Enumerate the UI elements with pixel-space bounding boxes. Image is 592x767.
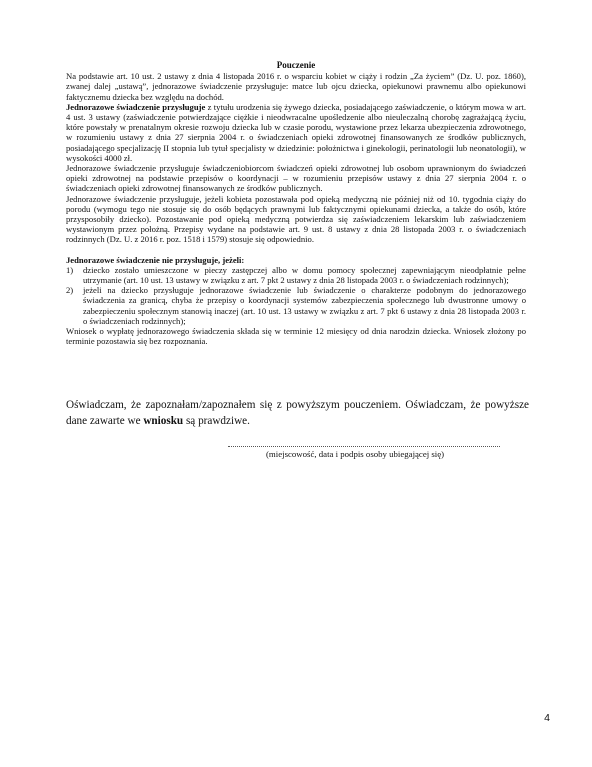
list-item-text: dziecko zostało umieszczone w pieczy zastępczej albo w domu pomocy społecznej zapewniającym nieodpłatnie pełne utrzymanie (art. 10 ust. 13 ustawy w związku z art. 7 pkt 2 ustawy z dnia 28 listopada 2003 r. o świadczeniach rodzinnych); bbox=[83, 264, 526, 286]
intro-paragraph: Na podstawie art. 10 ust. 2 ustawy z dnia 4 listopada 2016 r. o wsparciu kobiet w ciąży i rodzin „Za życiem” (Dz. U. poz. 1860), zwanej dalej „ustawą”, jednorazowe świadczenie przysługuje: matce lub ojcu dziecka, opiekunowi prawnemu albo opiekunowi faktycznemu dziecka bez względu na dochód. bbox=[66, 71, 526, 102]
list-item bbox=[66, 265, 526, 285]
list-item-text: jeżeli na dziecko przysługuje jednorazowe świadczenie lub świadczenie o charakterze podobnym do jednorazowego świadczenia za granicą, chyba że przepisy o koordynacji systemów zabezpieczenia społecznego lub dwustronne umowy o zabezpieczeniu społecznym stanowią inaczej (art. 10 ust. 13 ustawy w związku z art. 7 pkt 6 ustawy z dnia 28 listopada 2003 r. o świadczeniach rodzinnych); bbox=[83, 285, 526, 326]
instructions-section bbox=[66, 60, 526, 346]
declaration-statement bbox=[66, 397, 529, 429]
declaration-text-a: Oświadczam, że zapoznałam/zapoznałem się z powyższym pouczeniem. Oświadczam, że powyższe dane zawarte we bbox=[66, 399, 529, 427]
signature-label: (miejscowość, data i podpis osoby ubiegającej się) bbox=[266, 449, 445, 459]
deadline-paragraph: Wniosek o wypłatę jednorazowego świadczenia składa się w terminie 12 miesięcy od dnia narodzin dziecka. Wniosek złożony po terminie pozostawia się bez rozpoznania. bbox=[66, 326, 526, 347]
spacer bbox=[66, 245, 526, 255]
declaration-emphasis: wniosku bbox=[143, 415, 184, 427]
list-item-number: 2) bbox=[66, 285, 74, 296]
list-item bbox=[66, 285, 526, 326]
signature-line bbox=[228, 438, 500, 447]
eligibility-text: z tytułu urodzenia się żywego dziecka, posiadającego zaświadczenie, o którym mowa w art. 4 ust. 3 ustawy (zaświadczenie potwierdzające ciężkie i nieodwracalne upośledzenie albo nieuleczalną chorobę zagrażającą życiu, które powstały w prenatalnym okresie rozwoju dziecka lub w czasie porodu, wystawione przez lekarza ubezpieczenia zdrowotnego, w rozumieniu ustawy z dnia 27 sierpnia 2004 r. o świadczeniach opieki zdrowotnej finansowanych ze środków publicznych, posiadającego specjalizację II stopnia lub tytuł specjalisty w dziedzinie: położnictwa i ginekologii, perinatologii lub neonatologii), w wysokości 4000 zł. bbox=[66, 101, 526, 163]
medical-care-paragraph: Jednorazowe świadczenie przysługuje, jeżeli kobieta pozostawała pod opieką medyczną nie później niż od 10. tygodnia ciąży do porodu (wymogu tego nie stosuje się do osób będących prawnymi lub faktycznymi opiekunami dziecka, a także do osób, które przysposobiły dziecko). Pozostawanie pod opieką medyczną potwierdza się zaświadczeniem lekarskim lub zaświadczeniem wystawionym przez położną. Przepisy wydane na podstawie art. 9 ust. 8 ustawy z dnia 28 listopada 2003 r. o świadczeniach rodzinnych (Dz. U. z 2016 r. poz. 1518 i 1579) stosuje się odpowiednio. bbox=[66, 193, 526, 245]
eligibility-paragraph bbox=[66, 102, 526, 163]
exclusions-heading: Jednorazowe świadczenie nie przysługuje, jeżeli: bbox=[66, 254, 245, 265]
beneficiaries-paragraph: Jednorazowe świadczenie przysługuje świadczeniobiorcom świadczeń opieki zdrowotnej lub osobom uprawnionym do świadczeń opieki zdrowotnej na podstawie przepisów o koordynacji – w rozumieniu przepisów ustawy z dnia 27 sierpnia 2004 r. o świadczeniach opieki zdrowotnej finansowanych ze środków publicznych. bbox=[66, 163, 526, 194]
eligibility-heading: Jednorazowe świadczenie przysługuje bbox=[66, 101, 206, 112]
list-item-number: 1) bbox=[66, 264, 74, 275]
declaration-text-c: są prawdziwe. bbox=[183, 415, 250, 427]
page-number: 4 bbox=[544, 712, 550, 724]
section-title: Pouczenie bbox=[276, 60, 316, 70]
